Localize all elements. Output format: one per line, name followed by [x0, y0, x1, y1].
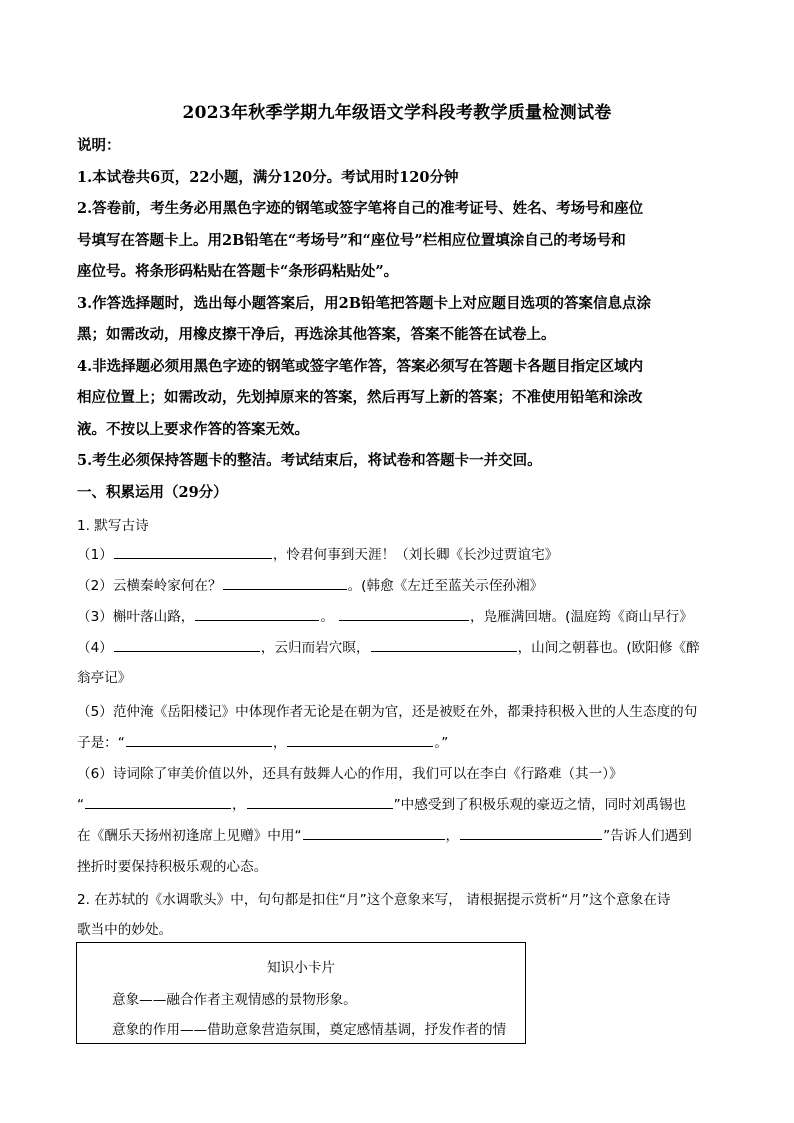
answer-blank[interactable]	[85, 794, 231, 809]
part-text: ，山间之朝暮也。(欧阳修《醉	[517, 640, 700, 656]
answer-blank[interactable]	[303, 825, 445, 840]
note-line: 液。不按以上要求作答的答案无效。	[77, 421, 309, 438]
question-1-part-4-cont: 翁亭记》	[77, 670, 132, 686]
note-line: 座位号。将条形码粘贴在答题卡“条形码粘贴处”。	[77, 263, 399, 280]
part-text: “	[77, 797, 85, 813]
part-text: 。”	[434, 735, 449, 751]
answer-blank[interactable]	[287, 732, 433, 747]
part-text: ，凫雁满回塘。(温庭筠《商山早行》	[470, 609, 693, 625]
question-1-part-6-line4: 挫折时要保持积极乐观的心态。	[77, 859, 268, 875]
part-text: 。(韩愈《左迁至蓝关示侄孙湘》	[347, 578, 544, 594]
part-text: ，	[232, 797, 246, 813]
part-text: ，	[445, 828, 460, 844]
answer-blank[interactable]	[114, 544, 272, 559]
part-text: ，云归而岩穴暝，	[260, 640, 370, 656]
answer-blank[interactable]	[247, 794, 393, 809]
question-1-part-1	[77, 543, 558, 563]
part-text: （2）云横秦岭家何在？	[77, 578, 222, 594]
question-1-part-6-line3	[77, 824, 692, 844]
question-1-part-3	[77, 605, 693, 625]
part-text: （3）槲叶落山路，	[77, 609, 195, 625]
knowledge-card	[76, 942, 526, 1044]
answer-blank[interactable]	[223, 575, 347, 590]
question-1-part-5: （5）范仲淹《岳阳楼记》中体现作者无论是在朝为官，还是被贬在外，都秉持积极入世的人生态度的句	[77, 704, 698, 720]
part-text: ，怜君何事到天涯！（刘长卿《长沙过贾谊宅》	[272, 547, 559, 563]
note-line: 4.非选择题必须用黑色字迹的钢笔或签字笔作答，答案必须写在答题卡各题目指定区域内	[77, 358, 644, 375]
note-line: 2.答卷前，考生务必用黑色字迹的钢笔或签字笔将自己的准考证号、姓名、考场号和座位	[77, 200, 644, 217]
question-1-label: 1. 默写古诗	[77, 518, 149, 534]
note-line: 5.考生必须保持答题卡的整洁。考试结束后，将试卷和答题卡一并交回。	[77, 452, 542, 469]
question-1-part-2	[77, 574, 543, 594]
note-line: 3.作答选择题时，选出每小题答案后，用2B铅笔把答题卡上对应题目选项的答案信息点涂	[77, 295, 651, 312]
note-line: 号填写在答题卡上。用2B铅笔在“考场号”和“座位号”栏相应位置填涂自己的考场号和	[77, 232, 626, 249]
section-heading: 一、积累运用（29分）	[77, 484, 228, 501]
question-1-part-6-answer	[77, 793, 686, 813]
question-1-part-6: （6）诗词除了审美价值以外，还具有鼓舞人心的作用，我们可以在李白《行路难（其一）》	[77, 766, 623, 782]
note-line: 相应位置上；如需改动，先划掉原来的答案，然后再写上新的答案；不准使用铅笔和涂改	[77, 389, 643, 406]
part-text: 子是：“	[77, 735, 125, 751]
question-1-part-4	[77, 636, 700, 656]
answer-blank[interactable]	[195, 606, 319, 621]
question-1-part-5-answer	[77, 731, 448, 751]
knowledge-card-line: 意象——融合作者主观情感的景物形象。	[112, 992, 357, 1008]
page-title: 2023年秋季学期九年级语文学科段考教学质量检测试卷	[182, 103, 612, 123]
part-number: （1）	[77, 547, 113, 563]
answer-blank[interactable]	[114, 637, 260, 652]
notes-heading: 说明：	[77, 137, 121, 154]
part-text: 。	[320, 609, 334, 625]
knowledge-card-title: 知识小卡片	[267, 960, 335, 976]
part-text: ，	[272, 735, 287, 751]
note-line: 黑；如需改动，用橡皮擦干净后，再选涂其他答案，答案不能答在试卷上。	[77, 326, 556, 343]
note-line: 1.本试卷共6页，22小题，满分120分。考试用时120分钟	[77, 169, 459, 186]
answer-blank[interactable]	[126, 732, 272, 747]
question-2-line1: 2. 在苏轼的《水调歌头》中，句句都是扣住“月”这个意象来写， 请根据提示赏析“月”这个意象在诗	[77, 892, 671, 908]
answer-blank[interactable]	[460, 825, 602, 840]
knowledge-card-line: 意象的作用——借助意象营造氛围，奠定感情基调，抒发作者的情	[112, 1022, 507, 1038]
answer-blank[interactable]	[339, 606, 469, 621]
part-text: 在《酬乐天扬州初逢席上见赠》中用“	[77, 828, 302, 844]
part-number: （4）	[77, 640, 113, 656]
part-text: ”中感受到了积极乐观的豪迈之情，同时刘禹锡也	[393, 797, 687, 813]
answer-blank[interactable]	[371, 637, 517, 652]
part-text: ”告诉人们遇到	[603, 828, 692, 844]
question-2-line2: 歌当中的妙处。	[77, 922, 173, 938]
